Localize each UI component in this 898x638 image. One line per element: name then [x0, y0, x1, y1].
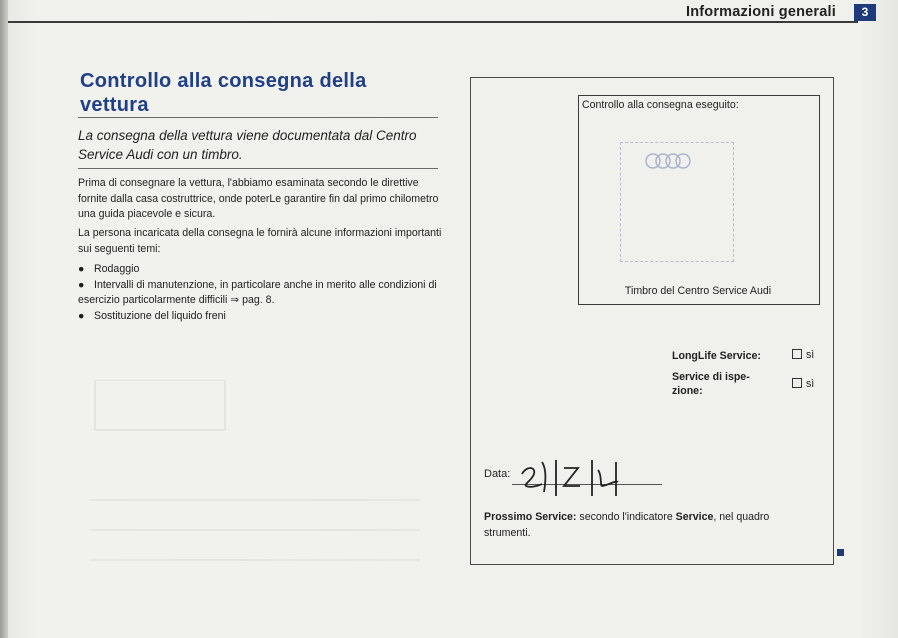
ispezione-checkbox[interactable]: sì: [792, 378, 814, 390]
checkbox-icon: [792, 349, 802, 359]
topic-list: [78, 262, 448, 324]
list-item: ● Sostituzione del liquido freni: [78, 309, 448, 325]
audi-rings-logo: [644, 152, 692, 170]
ispezione-service-label: Service di ispe-zione:: [672, 371, 750, 397]
section-end-marker: [837, 549, 844, 556]
bullet-icon: ●: [78, 263, 85, 275]
bullet-icon: ●: [78, 278, 85, 291]
checkbox-icon: [792, 378, 802, 388]
list-item: ● Intervalli di manutenzione, in particolare anche in merito alle condizioni di esercizio particolarmente difficili ⇒ pag. 8.: [78, 278, 437, 306]
longlife-service-label: LongLife Service:: [672, 350, 761, 362]
paragraph-2: La persona incaricata della consegna le fornirà alcune informazioni importanti sui seguenti temi:: [78, 227, 442, 255]
bullet-icon: ●: [78, 309, 85, 322]
title-rule: [78, 117, 438, 118]
page-title: Controllo alla consegna della vettura: [80, 70, 367, 116]
bleed-through-marks: [90, 380, 420, 580]
intro-text: La consegna della vettura viene documentata dal Centro Service Audi con un timbro.: [78, 128, 417, 162]
section-header: Informazioni generali: [685, 4, 836, 20]
page-number-badge: 3: [854, 4, 876, 21]
list-item: ● Rodaggio: [78, 262, 448, 278]
header-rule: [8, 21, 858, 23]
stamp-box-title: Controllo alla consegna eseguito:: [582, 99, 739, 111]
date-label: Data:: [484, 468, 511, 480]
longlife-checkbox[interactable]: sì: [792, 349, 814, 361]
next-service-note: Prossimo Service: secondo l'indicatore Service, nel quadro strumenti.: [484, 511, 770, 539]
handwritten-date-signature: [512, 452, 662, 500]
intro-rule: [78, 168, 438, 169]
stamp-caption: Timbro del Centro Service Audi: [624, 285, 772, 297]
page-spine: [0, 0, 8, 638]
paragraph-1: Prima di consegnare la vettura, l'abbiamo esaminata secondo le direttive fornite dalla casa costruttrice, onde poterLe garantire fin dal primo chilometro una guida piacevole e sicura.: [78, 177, 439, 220]
